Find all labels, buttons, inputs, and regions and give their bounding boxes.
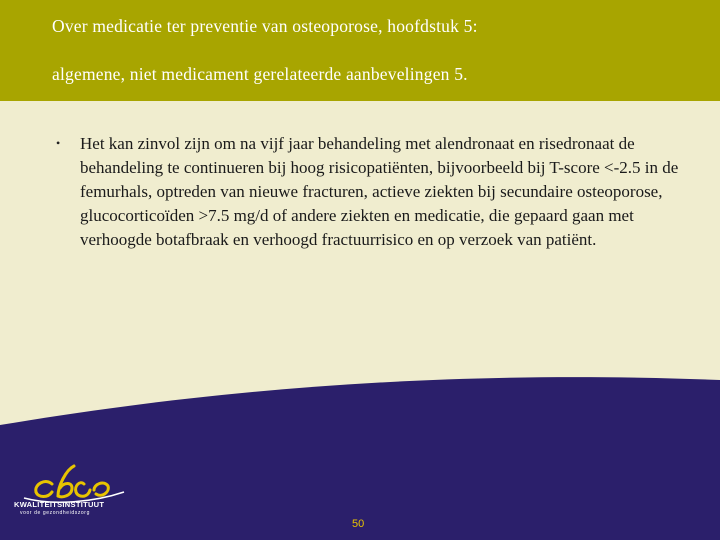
page-number: 50 [352,518,365,530]
slide-title-line1: Over medicatie ter preventie van osteoporose, hoofdstuk 5: [52,16,478,36]
logo-name: KWALITEITSINSTITUUT [14,500,105,509]
logo-tagline: voor de gezondheidszorg [20,510,90,516]
bullet-marker: • [56,136,61,150]
slide-title-line2: algemene, niet medicament gerelateerde aanbevelingen 5. [52,64,468,84]
bullet-text: Het kan zinvol zijn om na vijf jaar behandeling met alendronaat en risedronaat de behandeling te continueren bij hoog risicopatiënten, bijvoorbeeld bij T-score <-2.5 in de femurhals, optreden van nieuwe fracturen, actieve ziekten bij secundaire osteoporose, glucocorticoïden >7.5 mg/d of andere ziekten en medicatie, die gepaard gaan met verhoogde botafbraak en verhoogd fractuurrisico en op verzoek van patiënt. [80,134,679,249]
logo-icon [14,462,134,528]
